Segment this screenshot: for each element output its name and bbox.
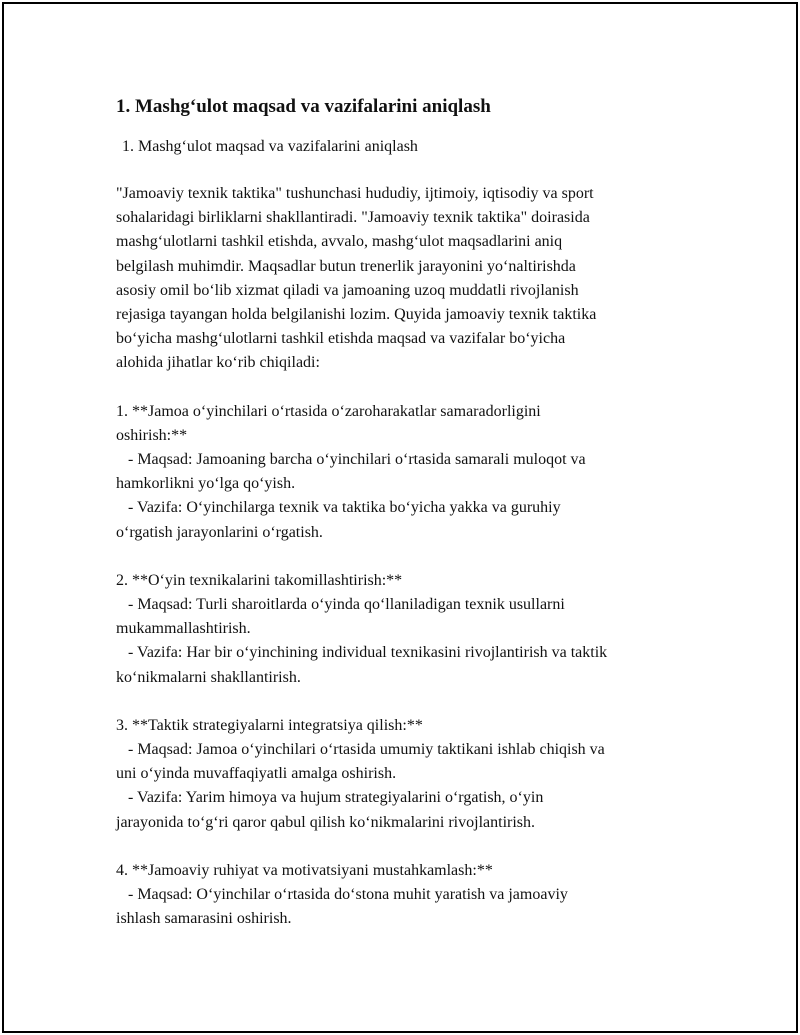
document-title: 1. Mashg‘ulot maqsad va vazifalarini aniqlash: [116, 96, 491, 117]
paragraph-spacer: [116, 545, 716, 569]
paragraph-spacer: [116, 376, 716, 400]
paragraph-spacer: [116, 835, 716, 859]
list-item-2: 2. **O‘yin texnikalarini takomillashtirish:** - Maqsad: Turli sharoitlarda o‘yinda qo‘llaniladigan texnik usullarni mukammallashtirish. - Vazifa: Har bir o‘yinchining individual texnikasini rivojlantirish va taktik ko‘nikmalarni shakllantirish.: [116, 571, 608, 686]
intro-paragraph: "Jamoaviy texnik taktika" tushunchasi hududiy, ijtimoiy, iqtisodiy va sport sohalaridagi birliklarni shakllantiradi. "Jamoaviy texnik taktika" doirasida mashg‘ulotlarni tashkil etishda, avvalo, mashg‘ulot maqsadlarini aniq belgilash muhimdir. Maqsadlar butun trenerlik jarayonini yo‘naltirishda asosiy omil bo‘lib xizmat qiladi va jamoaning uzoq muddatli rivojlanish rejasiga tayangan holda belgilanishi lozim. Quyida jamoaviy texnik taktika bo‘yicha mashg‘ulotlarni tashkil etishda maqsad va vazifalar bo‘yicha alohida jihatlar ko‘rib chiqiladi:: [116, 185, 597, 372]
list-item-3: 3. **Taktik strategiyalarni integratsiya qilish:** - Maqsad: Jamoa o‘yinchilari o‘rtasida umumiy taktikani ishlab chiqish va uni o‘yinda muvaffaqiyatli amalga oshirish. - Vazifa: Yarim himoya va hujum strategiyalarini o‘rgatish, o‘yin jarayonida to‘g‘ri qaror qabul qilish ko‘nikmalarini rivojlantirish.: [116, 716, 605, 831]
document-body: [116, 94, 716, 931]
section-subheading: 1. Mashg‘ulot maqsad va vazifalarini aniqlash: [122, 138, 418, 155]
paragraph-spacer: [116, 690, 716, 714]
list-item-4: 4. **Jamoaviy ruhiyat va motivatsiyani mustahkamlash:** - Maqsad: O‘yinchilar o‘rtasida do‘stona muhit yaratish va jamoaviy ishlash samarasini oshirish.: [116, 861, 568, 928]
list-item-1: 1. **Jamoa o‘yinchilari o‘rtasida o‘zaroharakatlar samaradorligini oshirish:** - Maqsad: Jamoaning barcha o‘yinchilari o‘rtasida samarali muloqot va hamkorlikni yo‘lga qo‘yish. - Vazifa: O‘yinchilarga texnik va taktika bo‘yicha yakka va guruhiy o‘rgatish jarayonlarini o‘rgatish.: [116, 402, 586, 541]
